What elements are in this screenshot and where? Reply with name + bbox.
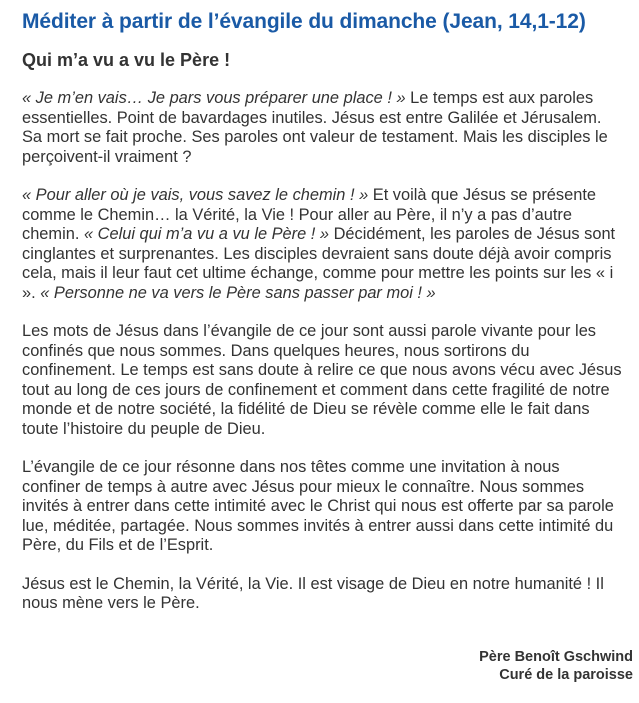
signature-role: Curé de la paroisse [499,667,633,683]
paragraph-3: Les mots de Jésus dans l’évangile de ce jour sont aussi parole vivante pour les confinés que nous sommes. Dans quelques heures, nous sortirons du confinement. Le temps est sans doute à relire ce que nous avons vécu avec Jésus tout au long de ces jours de confinement et comment dans cette fragilité de notre monde et de notre société, la fidélité de Dieu se révèle comme elle le fait dans toute l’histoire du peuple de Dieu. [22,322,622,438]
article-body [22,89,622,633]
paragraph-text: Et voilà que Jésus se présente comme le Chemin… la Vérité, la Vie ! Pour aller au Père, il n’y a pas d’autre chemin. [22,186,596,243]
paragraph-5: Jésus est le Chemin, la Vérité, la Vie. Il est visage de Dieu en notre humanité ! Il nous mène vers le Père. [22,574,604,612]
quote: « Celui qui m’a vu a vu le Père ! » [83,225,330,243]
signature-name: Père Benoît Gschwind [479,649,633,665]
quote: « Je m’en vais… Je pars vous préparer une place ! » [22,89,406,107]
page-title: Méditer à partir de l’évangile du dimanche (Jean, 14,1-12) [22,10,586,33]
paragraph-1 [22,89,622,167]
paragraph-text: Le temps est aux paroles essentielles. Point de bavardages inutiles. Jésus est entre Galilée et Jérusalem. Sa mort se fait proche. Ses paroles ont valeur de testament. Mais les disciples le perçoivent-il vraiment ? [22,89,608,166]
subtitle: Qui m’a vu a vu le Père ! [22,50,231,70]
quote: « Personne ne va vers le Père sans passer par moi ! » [40,283,436,302]
paragraph-text: Décidément, les paroles de Jésus sont cinglantes et surprenantes. Les disciples devraient sans doute déjà avoir compris cela, mais il leur faut cet ultime échange, comme pour mettre les points sur les « i ». [22,225,616,302]
paragraph-2 [22,186,622,303]
paragraph-4: L’évangile de ce jour résonne dans nos têtes comme une invitation à nous confiner de temps à autre avec Jésus pour mieux le connaître. Nous sommes invités à entrer dans cette intimité avec le Christ qui nous est offerte par sa parole lue, méditée, partagée. Nous sommes invités à entrer aussi dans cette intimité du Père, du Fils et de l’Esprit. [22,458,614,554]
signature-block [479,648,633,684]
quote: « Pour aller où je vais, vous savez le chemin ! » [22,186,369,204]
